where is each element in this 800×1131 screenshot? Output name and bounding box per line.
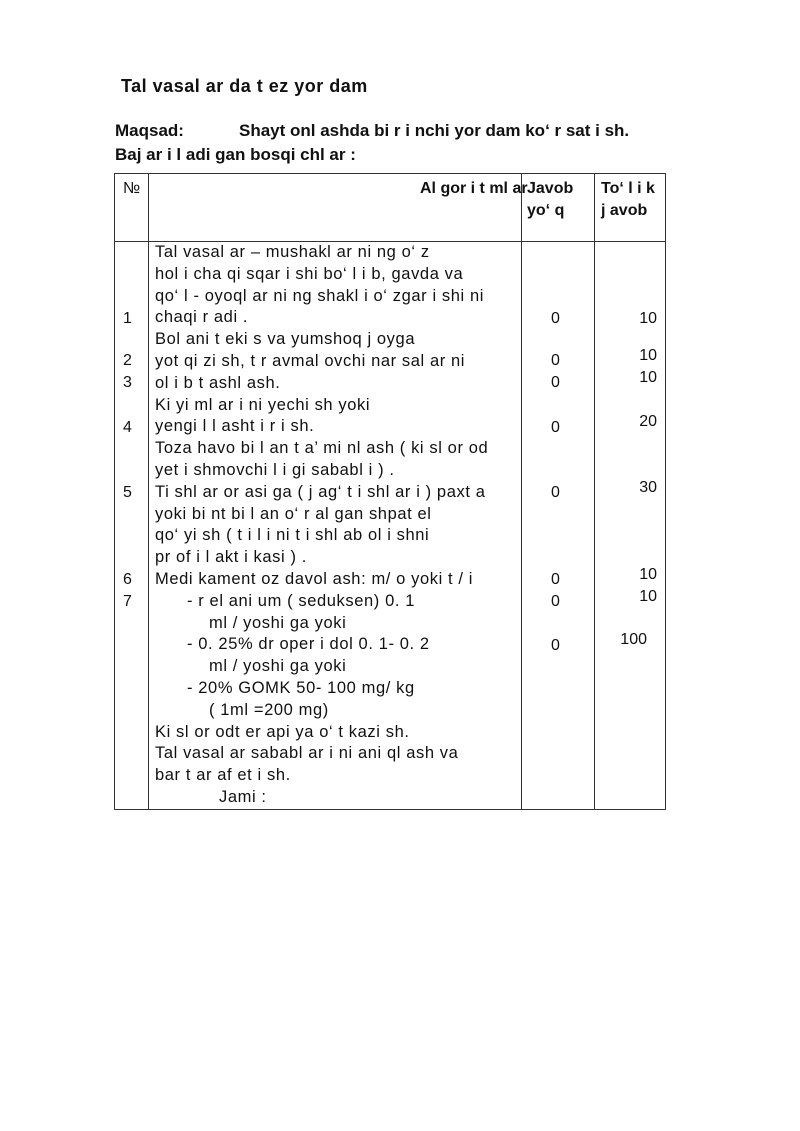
algorithm-line: ol i b t ashl ash. <box>155 373 281 392</box>
algorithm-line: hol i cha qi sqar i shi bo‘ l i b, gavda va <box>155 264 464 283</box>
goal-label: Maqsad: <box>115 121 184 140</box>
algorithm-line: Ki yi ml ar i ni yechi sh yoki <box>155 395 371 414</box>
steps-heading: Baj ar i l adi gan bosqi chl ar : <box>115 145 356 164</box>
header-answer-no: Javob yo‘ q <box>527 180 574 219</box>
answer-value: 0 <box>551 374 560 391</box>
answer-value: 0 <box>551 593 560 610</box>
row-number: 3 <box>123 374 132 391</box>
row-number: 7 <box>123 593 132 610</box>
score-value: 10 <box>639 310 657 327</box>
goal-line <box>115 121 629 141</box>
answer-value: 0 <box>551 571 560 588</box>
algorithm-line: yengi l l asht i r i sh. <box>155 417 315 436</box>
algorithm-column <box>155 242 565 809</box>
score-value: 30 <box>639 479 657 496</box>
algorithm-line: qo‘ yi sh ( t i l i ni t i shl ab ol i shni <box>155 526 430 545</box>
algorithm-line: ( 1ml =200 mg) <box>209 700 329 719</box>
algorithm-line: ml / yoshi ga yoki <box>209 657 347 676</box>
algorithm-line: Tal vasal ar sababl ar i ni ani ql ash va <box>155 744 459 763</box>
column-divider <box>594 174 595 809</box>
goal-text: Shayt onl ashda bi r i nchi yor dam ko‘ r sat i sh. <box>239 121 630 140</box>
row-number: 6 <box>123 571 132 588</box>
column-divider <box>148 174 149 809</box>
algorithm-line: Ki sl or odt er api ya o‘ t kazi sh. <box>155 722 410 741</box>
algorithm-line: qo‘ l - oyoql ar ni ng shakl i o‘ zgar i shi ni <box>155 286 485 305</box>
score-value: 10 <box>639 347 657 364</box>
answer-value: 0 <box>551 419 560 436</box>
total-label: Jami : <box>219 787 267 806</box>
algorithm-line: Toza havo bi l an t a’ mi nl ash ( ki sl or od <box>155 439 489 458</box>
algorithm-line: Bol ani t eki s va yumshoq j oyga <box>155 330 416 349</box>
row-number: 4 <box>123 419 132 436</box>
row-number: 5 <box>123 484 132 501</box>
answer-value: 0 <box>551 484 560 501</box>
algorithm-line: yot qi zi sh, t r avmal ovchi nar sal ar ni <box>155 351 466 370</box>
header-algorithm: Al gor i t ml ar <box>420 180 528 197</box>
answer-value: 0 <box>551 352 560 369</box>
document-title: Tal vasal ar da t ez yor dam <box>121 76 368 96</box>
header-full-answer: To‘ l i k j avob <box>601 180 655 219</box>
row-number: 1 <box>123 310 132 327</box>
score-value: 10 <box>639 369 657 386</box>
algorithm-line: Ti shl ar or asi ga ( j ag‘ t i shl ar i ) paxt a <box>155 482 486 501</box>
algorithm-line: Medi kament oz davol ash: m/ o yoki t / i <box>155 569 474 588</box>
algorithm-line: yet i shmovchi l i gi sababl i ) . <box>155 460 395 479</box>
algorithm-line: - r el ani um ( seduksen) 0. 1 <box>187 591 416 610</box>
total-score: 100 <box>620 631 647 648</box>
score-value: 20 <box>639 413 657 430</box>
algorithm-line: bar t ar af et i sh. <box>155 766 291 785</box>
score-value: 10 <box>639 588 657 605</box>
algorithm-line: yoki bi nt bi l an o‘ r al gan shpat el <box>155 504 432 523</box>
answer-value: 0 <box>551 310 560 327</box>
row-number: 2 <box>123 352 132 369</box>
score-value: 10 <box>639 566 657 583</box>
algorithm-line: - 0. 25% dr oper i dol 0. 1- 0. 2 <box>187 635 430 654</box>
algorithm-line: ml / yoshi ga yoki <box>209 613 347 632</box>
algorithm-table <box>114 173 666 810</box>
algorithm-line: chaqi r adi . <box>155 308 249 327</box>
header-number: № <box>123 180 141 197</box>
algorithm-line: - 20% GOMK 50- 100 mg/ kg <box>187 678 415 697</box>
algorithm-line: Tal vasal ar – mushakl ar ni ng o‘ z <box>155 243 430 261</box>
algorithm-line: pr of i l akt i kasi ) . <box>155 548 307 567</box>
answer-value: 0 <box>551 637 560 654</box>
